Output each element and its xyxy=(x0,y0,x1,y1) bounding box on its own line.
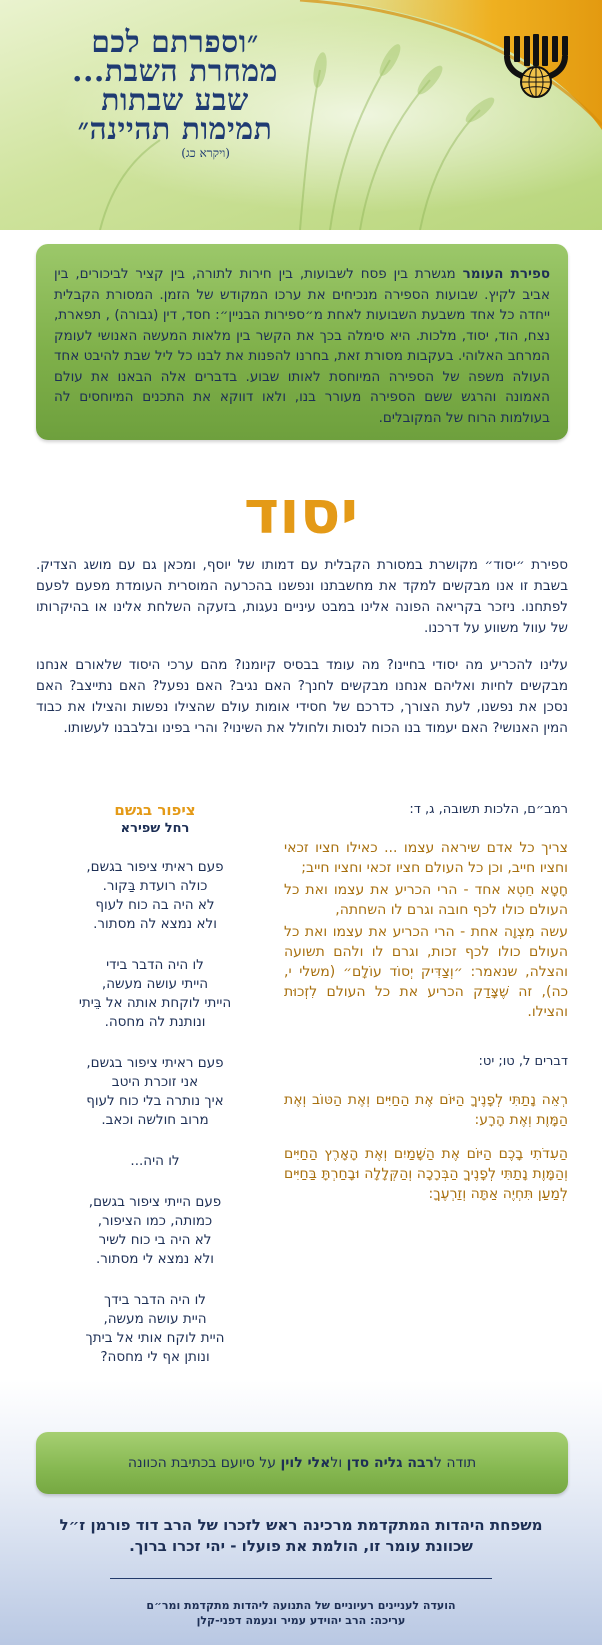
poem-line: פעם הייתי ציפור בגשם, xyxy=(88,1194,222,1210)
source-2-paragraph: הַעִדֹתִי בָכֶם הַיּוֹם אֶת הַשָּׁמַיִם וְאֶת הָאָרֶץ הַחַיִּים וְהַמָּוֶת נָתַתִּי לְפָנֶיךָ הַבְּרָכָה וְהַקְּלָלָה וּבָחַרְתָּ בַּחַיִּים לְמַעַן תִּחְיֶה אַתָּה וְזַרְעֶךָ: xyxy=(284,1146,568,1202)
body-paragraph-2: עלינו להכריע מה יסודי בחיינו? מה עומד בבסיס קיומנו? מהם ערכי היסוד שלאורם אנחנו מבקשים לחיות ואליהם אנחנו מבקשים לחנך? האם נגיב? האם נפעל? האם נתייצב? האם נסכן את נפשנו, לעת הצורך, כדרכם של חסידי אומות עולם שהצילו נפשות והצילו את כבוד המין האנושי? האם יעמוד בנו הכוח לנסות ולחולל את השינוי? והרי בפינו ובלבבנו לעשותו. xyxy=(36,657,568,736)
dedication xyxy=(30,1515,572,1557)
source-1-text xyxy=(284,838,568,1022)
body-paragraph-1: ספירת ״יסוד״ מקושרת במסורת הקבלית עם דמותו של יוסף, ומכאן גם עם מושג הצדיק. בשבת זו אנו מבקשים למקד את מחשבתנו ונפשנו בהכרעה המוסרית העומדת מפעם לפעם לפתחנו. ניזכר בקריאה הפונה אלינו במבט עיניים נעגות, בזעקה השלחת אלינו או בהיקרותו של עוול משווע על דרכנו. xyxy=(36,557,568,636)
poem-stanza xyxy=(40,1193,270,1269)
poem-stanza xyxy=(40,858,270,934)
poem-line: ולא נמצא לי מסתור. xyxy=(96,1251,214,1267)
thanks-suffix: על סיועם בכתיבת הכוונה xyxy=(127,1455,281,1471)
source-2-heading: דברים ל, טו; יט: xyxy=(478,1054,568,1069)
poem-line: אני זוכרת היטב xyxy=(111,1074,199,1090)
source-1-paragraph: עשה מִצְוָה אחת - הרי הכריע את עצמו ואת כל העולם כולו לכף זכות, וגרם לו ולהם תשועה והצלה, שנאמר: ״וְצַדִּיק יְסוֹד עוֹלָם״ (משלי י, כה), זה שֶׁצָּדַק הכריע את כל העולם לִזְכוּת והצילו. xyxy=(284,924,568,1020)
poem-line: לו היה הדבר בידי xyxy=(106,957,204,973)
organization-logo-icon xyxy=(502,34,570,106)
poem-line: מרוב חולשה וכאב. xyxy=(101,1112,209,1128)
poem-line: היית עושה מעשה, xyxy=(103,1311,207,1327)
poem-stanza xyxy=(40,1054,270,1130)
quote-line: ״וספרתם לכם xyxy=(91,25,259,60)
quote-source: (ויקרא כג) xyxy=(181,146,230,160)
poem-line: איך נותרה בלי כוח לעוף xyxy=(86,1093,224,1109)
intro-body: מגשרת בין פסח לשבועות, בין חירות לתורה, בין קציר לביכורים, בין אביב לקיץ. שבועות הספירה מנכיחים את ערכו המקודש של הזמן. המסורת הקבלית ייחדה כל אחד משבעת השבועות לאחת מ״ספירות הבניין״: חסד, דין (גבורה) , תפארת, נצח, הוד, יסוד, מלכות. היא סימלה בכך את הקשר בין מלאות המעשה האנושי לעומק המרחב האלוהי. בעקבות מסורת זאת, בחרנו להפנות את לבנו כל ליל שבת להיבט אחד העולה משפה של הספירה המיוחסת לאותו שבוע. בדברים אלה הבאנו את עולם האמונה והרגש ששם הספירה מעורר בנו, ולאו דווקא את התכנים המיוחסים לה בעולמות הרוח של המקובלים. xyxy=(54,266,550,426)
poem-stanza xyxy=(40,956,270,1032)
thanks-name-2: אלי לוין xyxy=(280,1455,331,1471)
poem-line: פעם ראיתי ציפור בגשם, xyxy=(86,859,224,875)
poem-line: לא היה בה כוח לעוף xyxy=(95,897,215,913)
poem-line: לו היה הדבר בידך xyxy=(104,1292,206,1308)
quote-line: תמימות תהיינה״ xyxy=(77,112,273,147)
poem-column xyxy=(40,800,270,1389)
footer-line-2: עריכה: הרב יהוידע עמיר ונעמה דפני-קלן xyxy=(196,1614,406,1627)
poem-line: הייתי לוקחת אותה אל בֵּיתי xyxy=(78,995,232,1011)
thanks-joiner: ול xyxy=(330,1455,347,1471)
intro-text xyxy=(54,264,550,428)
footer-line-1: הועדה לעניינים רעיוניים של התנועה ליהדות מתקדמת ומר״ם xyxy=(146,1599,456,1612)
poem-author: רחל שפירא xyxy=(120,821,190,836)
poem-stanzas xyxy=(40,858,270,1367)
source-2-paragraph: רְאֵה נָתַתִּי לְפָנֶיךָ הַיּוֹם אֶת הַחַיִּים וְאֶת הַטּוֹב וְאֶת הַמָּוֶת וְאֶת הָרָע: xyxy=(284,1092,568,1128)
quote-line: שבע שבתות xyxy=(101,83,249,118)
intro-box xyxy=(36,244,568,440)
poem-line: ונותן אף לי מחסה? xyxy=(100,1349,210,1365)
thanks-box xyxy=(36,1432,568,1494)
source-1-paragraph: חָטָא חֵטְא אחד - הרי הכריע את עצמו ואת כל העולם כולו לכף חובה וגרם לו השחתה, xyxy=(284,882,568,918)
source-2-text xyxy=(284,1090,568,1204)
header-quote xyxy=(40,25,310,161)
poem-line: הייתי עושה מעשה, xyxy=(101,976,209,992)
poem-line: היית לוקח אותי אל ביתך xyxy=(85,1330,225,1346)
dedication-line-2: שכוונת עומר זו, הולמת את פועלו - יהי זכרו ברוך. xyxy=(129,1537,473,1555)
header-banner xyxy=(0,0,602,230)
quote-line: ממחרת השבת... xyxy=(72,54,278,89)
source-1-heading: רמב״ם, הלכות תשובה, ג, ד: xyxy=(409,802,568,817)
poem-line: לו היה... xyxy=(130,1153,180,1169)
footer xyxy=(30,1598,572,1628)
dedication-line-1: משפחת היהדות המתקדמת מרכינה ראש לזכרו של הרב דוד פורמן ז״ל xyxy=(59,1516,543,1534)
divider xyxy=(110,1578,492,1579)
poem-line: ונותנת לה מחסה. xyxy=(104,1014,206,1030)
poem-line: ולא נמצא לה מסתור. xyxy=(93,916,217,932)
poem-stanza xyxy=(40,1291,270,1367)
thanks-prefix: תודה ל xyxy=(433,1455,477,1471)
poem-title: ציפור בגשם xyxy=(114,801,196,819)
poem-line: כמותה, כמו הציפור, xyxy=(97,1213,213,1229)
poem-line: פעם ראיתי ציפור בגשם, xyxy=(86,1055,224,1071)
source-1-paragraph: צריך כל אדם שיראה עצמו ... כאילו חציו זכאי וחציו חייב, וכן כל העולם חציו זכאי וחציו חייב; xyxy=(284,840,568,876)
intro-lead: ספירת העומר xyxy=(462,266,550,282)
poem-stanza xyxy=(40,1152,270,1171)
poem-line: כולה רועדת בַּקור. xyxy=(102,878,208,894)
poem-line: לא היה בי כוח לשיר xyxy=(98,1232,212,1248)
section-title: יסוד xyxy=(243,478,359,548)
sources-column xyxy=(284,800,568,1206)
thanks-name-1: רבה גליה סדן xyxy=(346,1455,434,1471)
